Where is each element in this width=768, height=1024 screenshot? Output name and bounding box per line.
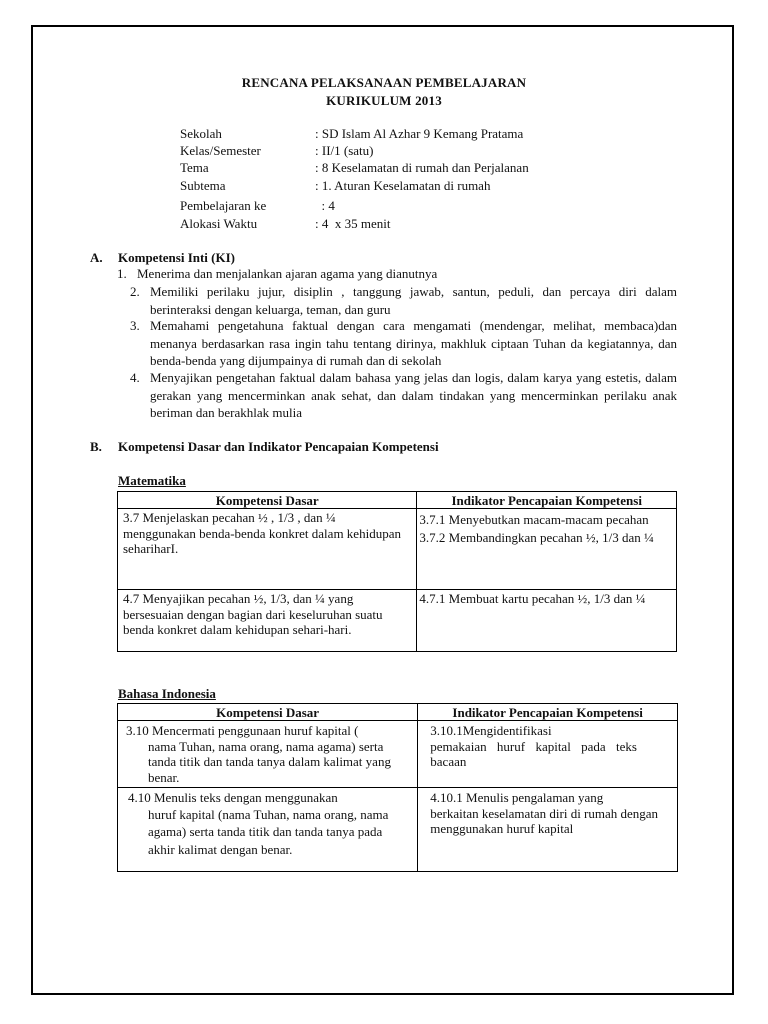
kd-cell <box>118 509 417 590</box>
info-row-sekolah <box>180 126 523 142</box>
table-header-row <box>118 492 677 509</box>
info-value: : 8 Keselamatan di rumah dan Perjalanan <box>315 160 529 175</box>
ipk-text: 3.10.1Mengidentifikasi <box>430 723 552 738</box>
column-header-kd: Kompetensi Dasar <box>118 704 418 721</box>
kd-text: 3.7 Menjelaskan pecahan ½ , 1/3 , dan ¼ menggunakan benda-benda konkret dalam kehidupan sehariharI. <box>123 510 401 556</box>
info-value: : SD Islam Al Azhar 9 Kemang Pratama <box>315 126 524 141</box>
ipk-cell <box>417 509 677 590</box>
bahasa-table <box>117 703 678 872</box>
ipk-cell <box>418 788 678 872</box>
info-label: Pembelajaran ke <box>180 198 267 213</box>
ipk-text: 3.7.2 Membandingkan pecahan ½, 1/3 dan ¼ <box>419 529 654 545</box>
info-label: Subtema <box>180 178 226 193</box>
document-subtitle: KURIKULUM 2013 <box>326 93 442 108</box>
kd-text: 4.7 Menyajikan pecahan ½, 1/3, dan ¼ yang bersesuaian dengan bagian dari keseluruhan suatu benda konkret dalam kehidupan sehari-hari. <box>123 591 383 637</box>
column-header-kd: Kompetensi Dasar <box>118 492 417 509</box>
section-letter: B. <box>90 439 102 454</box>
kd-cell <box>118 721 418 788</box>
kd-text: nama Tuhan, nama orang, nama agama) serta tanda titik dan tanda tanya dalam kalimat yang benar. <box>148 738 391 785</box>
section-title: Kompetensi Inti (KI) <box>118 250 235 265</box>
info-label: Sekolah <box>180 126 222 141</box>
document-title: RENCANA PELAKSANAAN PEMBELAJARAN <box>241 75 527 90</box>
ipk-cell <box>417 590 677 652</box>
ki-item <box>130 369 677 422</box>
section-title: Kompetensi Dasar dan Indikator Pencapaian Kompetensi <box>118 439 439 454</box>
table-row <box>118 788 678 872</box>
ipk-text: 4.7.1 Membuat kartu pecahan ½, 1/3 dan ¼ <box>419 591 646 606</box>
ipk-text: 3.7.1 Menyebutkan macam-macam pecahan <box>419 512 649 527</box>
info-value: : 4 <box>315 198 335 213</box>
ki-text: Menerima dan menjalankan ajaran agama yang dianutnya <box>137 266 438 281</box>
info-row-kelas <box>180 143 373 159</box>
section-b-heading <box>90 439 439 455</box>
kd-text: 3.10 Mencermati penggunaan huruf kapital ( <box>126 723 359 738</box>
section-letter: A. <box>90 250 103 265</box>
info-row-tema <box>180 160 529 176</box>
info-label: Alokasi Waktu <box>180 216 258 231</box>
column-header-ipk: Indikator Pencapaian Kompetensi <box>418 704 678 721</box>
ki-item <box>130 317 677 370</box>
info-row-subtema <box>180 178 490 194</box>
kd-cell <box>118 590 417 652</box>
ki-text: Menyajikan pengetahan faktual dalam bahasa yang jelas dan logis, dalam karya yang estetis, dalam gerakan yang mencerminkan anak sehat, dan dalam tindakan yang mencerminkan perilaku anak beriman dan berakhlak mulia <box>150 370 677 421</box>
ipk-cell <box>418 721 678 788</box>
ki-text: Memiliki perilaku jujur, disiplin , tanggung jawab, santun, peduli, dan percaya diri dalam berinteraksi dengan keluarga, teman, dan guru <box>150 284 677 317</box>
ipk-text: berkaitan keselamatan diri di rumah dengan menggunakan huruf kapital <box>430 805 659 836</box>
matematika-table <box>117 491 677 652</box>
info-value: : II/1 (satu) <box>315 143 374 158</box>
kd-text: 4.10 Menulis teks dengan menggunakan <box>128 790 338 805</box>
info-value: : 4 x 35 menit <box>315 216 391 231</box>
table-row <box>118 590 677 652</box>
table-row <box>118 721 678 788</box>
ki-number: 3. <box>130 318 140 333</box>
kd-text: huruf kapital (nama Tuhan, nama orang, nama agama) serta tanda titik dan tanda tanya pada akhir kalimat dengan benar. <box>148 806 389 857</box>
section-a-heading <box>90 250 235 266</box>
info-label: Tema <box>180 160 209 175</box>
ki-item <box>130 283 677 318</box>
info-row-alokasi <box>180 216 390 232</box>
info-label: Kelas/Semester <box>180 143 261 158</box>
info-row-pembelajaran <box>180 198 335 214</box>
table-row <box>118 509 677 590</box>
ki-number: 4. <box>130 370 140 385</box>
ki-item <box>117 265 677 283</box>
info-value: : 1. Aturan Keselamatan di rumah <box>315 178 491 193</box>
subject-bahasa-indonesia: Bahasa Indonesia <box>118 686 216 701</box>
column-header-ipk: Indikator Pencapaian Kompetensi <box>417 492 677 509</box>
ipk-text: 4.10.1 Menulis pengalaman yang <box>430 790 604 805</box>
ki-number: 1. <box>117 266 127 281</box>
subject-matematika: Matematika <box>118 473 186 488</box>
ki-text: Memahami pengetahuna faktual dengan cara mengamati (mendengar, melihat, membaca)dan menanya berdasarkan rasa ingin tahu tentang dirinya, makhluk ciptaan Tuhan da kegiatannya, dan benda-benda yang dijumpainya di rumah dan di sekolah <box>150 318 677 369</box>
ipk-text: pemakaian huruf kapital pada teks bacaan <box>430 738 637 769</box>
table-header-row <box>118 704 678 721</box>
ki-number: 2. <box>130 284 140 299</box>
kd-cell <box>118 788 418 872</box>
